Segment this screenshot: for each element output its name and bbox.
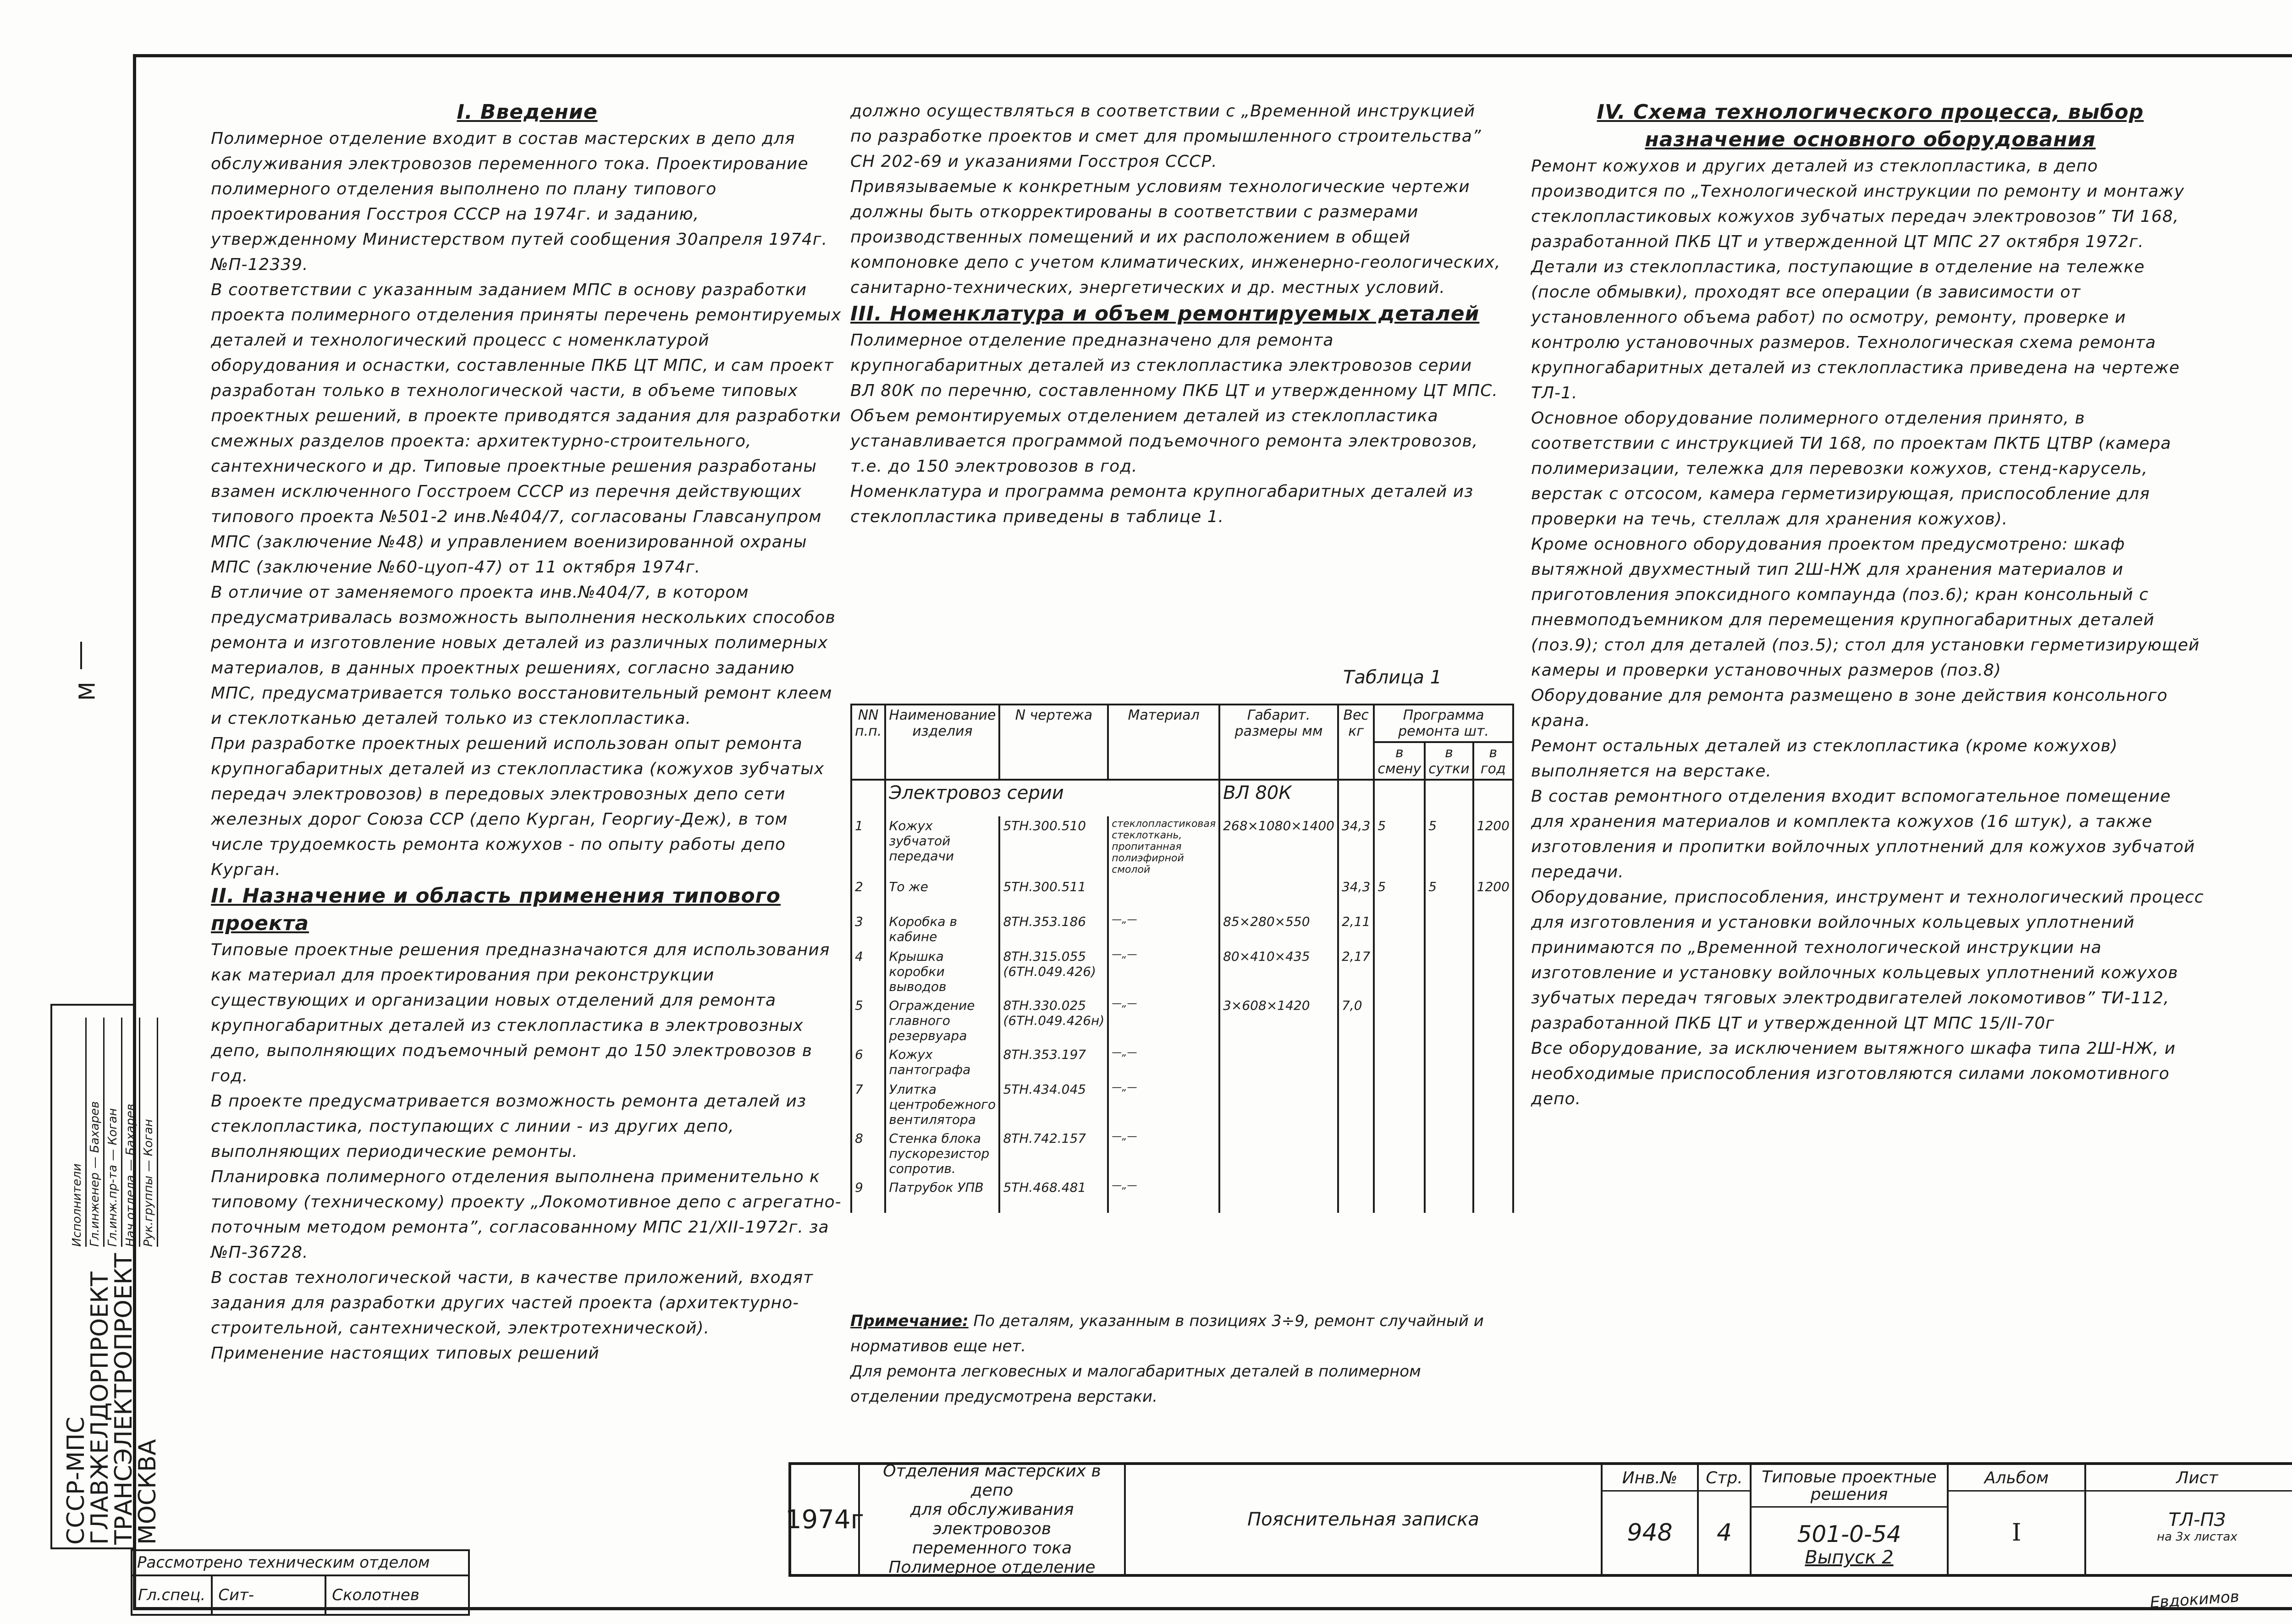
cell-year (1473, 996, 1513, 1045)
section-4-para: Оборудование, приспособления, инструмент и технологический процесс для изготовления и установки войлочных кольцевых уплотнений принимаются по „Временной технологической инструкции на изготовление и установку войлочных кольцевых уплотнений кожухов зубчатых передач тяговых электродвигателей локомотивов” ТИ-112, разработанной ПКБ ЦТ и утвержденной ЦТ МПС 15/II-70г (1531, 888, 2204, 1033)
role-row: Гл.инженер — Бахарев (87, 1018, 105, 1247)
section-2-para: В проекте предусматривается возможность ремонта деталей из стеклопластика, поступающих с линии - из других депо, выполняющих периодические ремонты. (211, 1092, 807, 1161)
role-row: Рук.группы — Коган (140, 1018, 158, 1247)
cell-n: 6 (851, 1045, 885, 1080)
cell-drawing: 5ТН.300.511 (999, 877, 1108, 912)
column-3 (1531, 99, 2209, 1112)
col-header-program: Программа ремонта шт. (1374, 705, 1513, 742)
title-block-series: Типовые проектные решения 501-0-54 Выпуск 2 (1752, 1465, 1949, 1574)
section-3-para: Полимерное отделение предназначено для ремонта крупногабаритных деталей из стеклопластика электровозов серии ВЛ 80К по перечню, составленному ПКБ ЦТ и утвержденному ЦТ МПС. (850, 331, 1498, 400)
cell-size: 85×280×550 (1219, 912, 1338, 947)
cell-day: 5 (1425, 877, 1473, 912)
cell-year (1473, 1178, 1513, 1213)
cell-day (1425, 1045, 1473, 1080)
cell-material: —„— (1108, 1129, 1219, 1178)
cell-material: —„— (1108, 1045, 1219, 1080)
cell-n: 8 (851, 1129, 885, 1178)
section-1-para: При разработке проектных решений использован опыт ремонта крупногабаритных деталей из стеклопластика (кожухов зубчатых передач электровозов) в передовых электровозных депо сети железных дорог Союза ССР (депо Курган, Георгиу-Деж), в том числе трудоемкость ремонта кожухов - по опыту работы депо Курган. (211, 734, 825, 879)
signature-roles (69, 1018, 158, 1247)
table-row (851, 912, 1513, 947)
cell-size: 80×410×435 (1219, 947, 1338, 996)
title-block-year: 1974г (791, 1465, 860, 1574)
section-4-para: Основное оборудование полимерного отделения принято, в соответствии с инструкцией ТИ 168, по проектам ПКТБ ЦТВР (камера полимеризации, тележка для перевозки кожухов, стенд-карусель, верстак с отсосом, камера герметизирующая, приспособление для проверки на течь, стеллаж для хранения кожухов). (1531, 409, 2171, 528)
cell-shift: 5 (1374, 816, 1425, 877)
cell-size (1219, 1080, 1338, 1129)
table-row (851, 947, 1513, 996)
cell-shift (1374, 996, 1425, 1045)
cell-size: 268×1080×1400 (1219, 816, 1338, 877)
title-block-inventory: Инв.№ 948 (1603, 1465, 1699, 1574)
cell-name: То же (885, 877, 999, 912)
section-4-para: Все оборудование, за исключением вытяжного шкафа типа 2Ш-НЖ, и необходимые приспособления изготовляются силами локомотивного депо. (1531, 1039, 2176, 1108)
cell-n: 7 (851, 1080, 885, 1129)
section-4-para: В состав ремонтного отделения входит вспомогательное помещение для хранения материалов и комплекта кожухов (16 штук), а также изготовления и пропитки войлочных уплотнений для кожухов зубчатой передачи. (1531, 787, 2195, 881)
review-line: Рассмотрено техническим отделом (131, 1549, 470, 1574)
cell-material (1108, 877, 1219, 912)
col-header-day: в сутки (1425, 742, 1473, 780)
cell-weight (1338, 1080, 1374, 1129)
cell-day (1425, 912, 1473, 947)
cell-name: Кожух пантографа (885, 1045, 999, 1080)
cell-drawing: 8ТН.353.186 (999, 912, 1108, 947)
cell-material: —„— (1108, 947, 1219, 996)
title-block-doc-type: Пояснительная записка (1126, 1465, 1603, 1574)
cell-drawing: 5ТН.468.481 (999, 1178, 1108, 1213)
cell-size (1219, 1178, 1338, 1213)
section-4-para: Кроме основного оборудования проектом предусмотрено: шкаф вытяжной двухместный тип 2Ш-НЖ для хранения материалов и приготовления эпоксидного компаунда (поз.6); кран консольный с пневмоподъемником для перемещения крупногабаритных деталей (поз.9); стол для деталей (поз.5); стол для установки герметизирующей камеры и проверки установочных размеров (поз.8) (1531, 535, 2200, 680)
cell-n: 5 (851, 996, 885, 1045)
cell-material: —„— (1108, 1080, 1219, 1129)
cell-shift (1374, 1045, 1425, 1080)
cell-shift (1374, 1080, 1425, 1129)
cell-drawing: 8ТН.353.197 (999, 1045, 1108, 1080)
cell-shift (1374, 947, 1425, 996)
cell-name: Патрубок УПВ (885, 1178, 999, 1213)
table-row (851, 816, 1513, 877)
col-header-year: в год (1473, 742, 1513, 780)
cell-shift (1374, 1129, 1425, 1178)
cell-weight: 34,3 (1338, 877, 1374, 912)
col-header-size: Габарит. размеры мм (1219, 705, 1338, 780)
section-1-para: Полимерное отделение входит в состав мастерских в депо для обслуживания электровозов переменного тока. Проектирование полимерного отделения выполнено по плану типового проектирования Госстроя СССР на 1974г. и заданию, утвержденному Министерством путей сообщения 30апреля 1974г. №П-12339. (211, 129, 828, 274)
title-block-page: Стр. 4 (1699, 1465, 1752, 1574)
cell-year (1473, 912, 1513, 947)
review-name: Сколотнев (332, 1586, 419, 1604)
org-line: СССР-МПС (62, 1416, 90, 1545)
table-row (851, 996, 1513, 1045)
cell-weight (1338, 1178, 1374, 1213)
section-3-para: Объем ремонтируемых отделением деталей из стеклопластика устанавливается программой подъемочного ремонта электровозов, т.е. до 150 электровозов в год. (850, 407, 1478, 476)
cell-day (1425, 1129, 1473, 1178)
cell-day: 5 (1425, 816, 1473, 877)
cell-name: Крышка коробки выводов (885, 947, 999, 996)
section-3-para: Номенклатура и программа ремонта крупногабаритных деталей из стеклопластика приведены в таблице 1. (850, 482, 1474, 526)
margin-mark: М (74, 682, 100, 701)
org-line: МОСКВА (134, 1439, 161, 1545)
table-note (850, 1309, 1501, 1409)
section-4-para: Ремонт кожухов и других деталей из стеклопластика, в депо производится по „Технологической инструкции по ремонту и монтажу стеклопластиковых кожухов зубчатых передач электровозов” ТИ 168, разработанной ПКБ ЦТ и утвержденной ЦТ МПС 27 октября 1972г. (1531, 157, 2185, 251)
title-block-title: Отделения мастерских в депо для обслуживания электровозов переменного тока Полимерное отделение (860, 1465, 1126, 1574)
cell-shift (1374, 912, 1425, 947)
table-caption: Таблица 1 (1343, 667, 1442, 688)
col-header-num: NN п.п. (851, 705, 885, 780)
cell-material: —„— (1108, 1178, 1219, 1213)
cell-shift: 5 (1374, 877, 1425, 912)
org-line: ГЛАВЖЕЛДОРПРОЕКТ (86, 1272, 114, 1545)
section-4-para: Оборудование для ремонта размещено в зоне действия консольного крана. (1531, 686, 2168, 730)
margin-mark-bar (80, 642, 82, 669)
cell-year: 1200 (1473, 877, 1513, 912)
cell-weight: 7,0 (1338, 996, 1374, 1045)
section-2-para: Типовые проектные решения предназначаются для использования как материал для проектирования при реконструкции существующих и организации новых отделений для ремонта крупногабаритных деталей из стеклопластика в электровозных депо, выполняющих подъемочный ремонт до 150 электровозов в год. (211, 941, 830, 1085)
section-1-para: В соответствии с указанным заданием МПС в основу разработки проекта полимерного отделения приняты перечень ремонтируемых деталей и технологический процесс с номенклатурой оборудования и оснастки, составленные ПКБ ЦТ МПС, и сам проект разработан только в технологической части, в объеме типовых проектных решений, в проекте приводятся задания для разработки смежных разделов проекта: архитектурно-строительного, сантехнического и др. Типовые проектные решения разработаны взамен исключенного Госстроем СССР из перечня действующих типового проекта №501-2 инв.№404/7, согласованы Главсанупром МПС (заключение №48) и управлением военизированной охраны МПС (заключение №60-цуоп-47) от 11 октября 1974г. (211, 281, 842, 577)
cell-drawing: 8ТН.315.055 (6ТН.049.426) (999, 947, 1108, 996)
cell-drawing: 8ТН.742.157 (999, 1129, 1108, 1178)
roles-header: Исполнители (69, 1018, 87, 1247)
cell-n: 3 (851, 912, 885, 947)
cell-name: Коробка в кабине (885, 912, 999, 947)
title-block-album: Альбом I (1949, 1465, 2086, 1574)
section-2-para: Применение настоящих типовых решений (211, 1344, 600, 1363)
cell-material: —„— (1108, 912, 1219, 947)
cell-year (1473, 1080, 1513, 1129)
table-row (851, 1178, 1513, 1213)
cell-year (1473, 1129, 1513, 1178)
cell-name: Улитка центробежного вентилятора (885, 1080, 999, 1129)
cell-name: Кожух зубчатой передачи (885, 816, 999, 877)
cell-day (1425, 1178, 1473, 1213)
cell-n: 4 (851, 947, 885, 996)
review-stamp (131, 1549, 470, 1618)
title-block-sheet: Лист ТЛ-ПЗ на 3х листах (2086, 1465, 2292, 1574)
col-header-drawing: N чертежа (999, 705, 1108, 780)
cell-weight: 34,3 (1338, 816, 1374, 877)
table-row (851, 1045, 1513, 1080)
review-signature: Сит- (213, 1576, 326, 1614)
section-4-title: IV. Схема технологического процесса, выбор назначение основного оборудования (1597, 100, 2144, 151)
cell-n: 1 (851, 816, 885, 877)
cell-size (1219, 877, 1338, 912)
cell-weight (1338, 1129, 1374, 1178)
cell-year (1473, 1045, 1513, 1080)
cell-size (1219, 1045, 1338, 1080)
parts-table (850, 704, 1514, 1213)
col-header-weight: Вес кг (1338, 705, 1374, 780)
review-role: Гл.спец. (132, 1576, 213, 1614)
section-4-para: Детали из стеклопластика, поступающие в отделение на тележке (после обмывки), проходят все операции (в зависимости от установленного объема работ) по осмотру, ремонту, проверке и контролю установочных размеров. Технологическая схема ремонта крупногабаритных деталей из стеклопластика приведена на чертеже ТЛ-1. (1531, 258, 2180, 402)
org-line: ТРАНСЭЛЕКТРОПРОЕКТ (110, 1253, 138, 1545)
cell-material: стеклопластиковая стеклоткань, пропитанная полиэфирной смолой (1108, 816, 1219, 877)
col-header-shift: в смену (1374, 742, 1425, 780)
cell-name: Ограждение главного резервуара (885, 996, 999, 1045)
cell-n: 2 (851, 877, 885, 912)
section-1-para: В отличие от заменяемого проекта инв.№404/7, в котором предусматривалась возможность выполнения нескольких способов ремонта и изготовление новых деталей из различных полимерных материалов, в данных проектных решениях, согласно заданию МПС, предусматривается только восстановительный ремонт клеем и стеклотканью деталей только из стеклопластика. (211, 583, 836, 728)
cell-day (1425, 947, 1473, 996)
cell-weight (1338, 1045, 1374, 1080)
column-2 (850, 99, 1501, 529)
table-row (851, 877, 1513, 912)
column-1 (211, 99, 843, 1366)
section-1-title: I. Введение (457, 100, 598, 124)
cell-drawing: 5ТН.300.510 (999, 816, 1108, 877)
cell-year (1473, 947, 1513, 996)
col-header-material: Материал (1108, 705, 1219, 780)
section-2-title: II. Назначение и область применения типового проекта (211, 884, 781, 935)
cell-name: Стенка блока пускорезистор сопротив. (885, 1129, 999, 1178)
table-row (851, 1129, 1513, 1178)
cell-weight: 2,17 (1338, 947, 1374, 996)
note-label: Примечание: (850, 1312, 969, 1330)
cell-shift (1374, 1178, 1425, 1213)
note-text: По деталям, указанным в позициях 3÷9, ремонт случайный и нормативов еще нет. (850, 1312, 1484, 1355)
cell-material: —„— (1108, 996, 1219, 1045)
series-label: Электровоз серии (885, 780, 1219, 816)
table-row (851, 1080, 1513, 1129)
cell-size (1219, 1129, 1338, 1178)
cell-size: 3×608×1420 (1219, 996, 1338, 1045)
section-2-para: В состав технологической части, в качестве приложений, входят задания для разработки других частей проекта (архитектурно-строительной, сантехнической, электротехнической). (211, 1268, 814, 1338)
cell-drawing: 5ТН.434.045 (999, 1080, 1108, 1129)
cell-day (1425, 996, 1473, 1045)
cell-weight: 2,11 (1338, 912, 1374, 947)
section-2-para: Планировка полимерного отделения выполнена применительно к типовому (техническому) проекту „Локомотивное депо с агрегатно-поточным методом ремонта”, согласованному МПС 21/XII-1972г. за №П-36728. (211, 1167, 842, 1262)
section-3-title: III. Номенклатура и объем ремонтируемых деталей (850, 302, 1480, 325)
col-header-name: Наименование изделия (885, 705, 999, 780)
cell-drawing: 8ТН.330.025 (6ТН.049.426н) (999, 996, 1108, 1045)
cell-n: 9 (851, 1178, 885, 1213)
section-4-para: Ремонт остальных деталей из стеклопластика (кроме кожухов) выполняется на верстаке. (1531, 737, 2118, 781)
section-2-continued: должно осуществляться в соответствии с „Временной инструкцией по разработке проектов и смет для промышленного строительства” СН 202-69 и указаниями Госстроя СССР. (850, 102, 1482, 171)
cell-year: 1200 (1473, 816, 1513, 877)
title-block (785, 1462, 2292, 1577)
cell-day (1425, 1080, 1473, 1129)
role-row: Гл.инж.пр-та — Коган (105, 1018, 122, 1247)
review-signature-row (131, 1574, 470, 1616)
role-row: Нач.отдела — Бахарев (122, 1018, 140, 1247)
section-2-continued: Привязываемые к конкретным условиям технологические чертежи должны быть откорректированы в соответствии с размерами производственных помещений и их расположением в общей компоновке депо с учетом климатических, инженерно-геологических, санитарно-технических, энергетических и др. местных условий. (850, 177, 1501, 297)
series-value: ВЛ 80К (1219, 780, 1338, 816)
note-text: Для ремонта легковесных и малогабаритных деталей в полимерном отделении предусмотрена верстаки. (850, 1362, 1421, 1406)
bottom-signature: Евдокимов (2149, 1587, 2240, 1612)
